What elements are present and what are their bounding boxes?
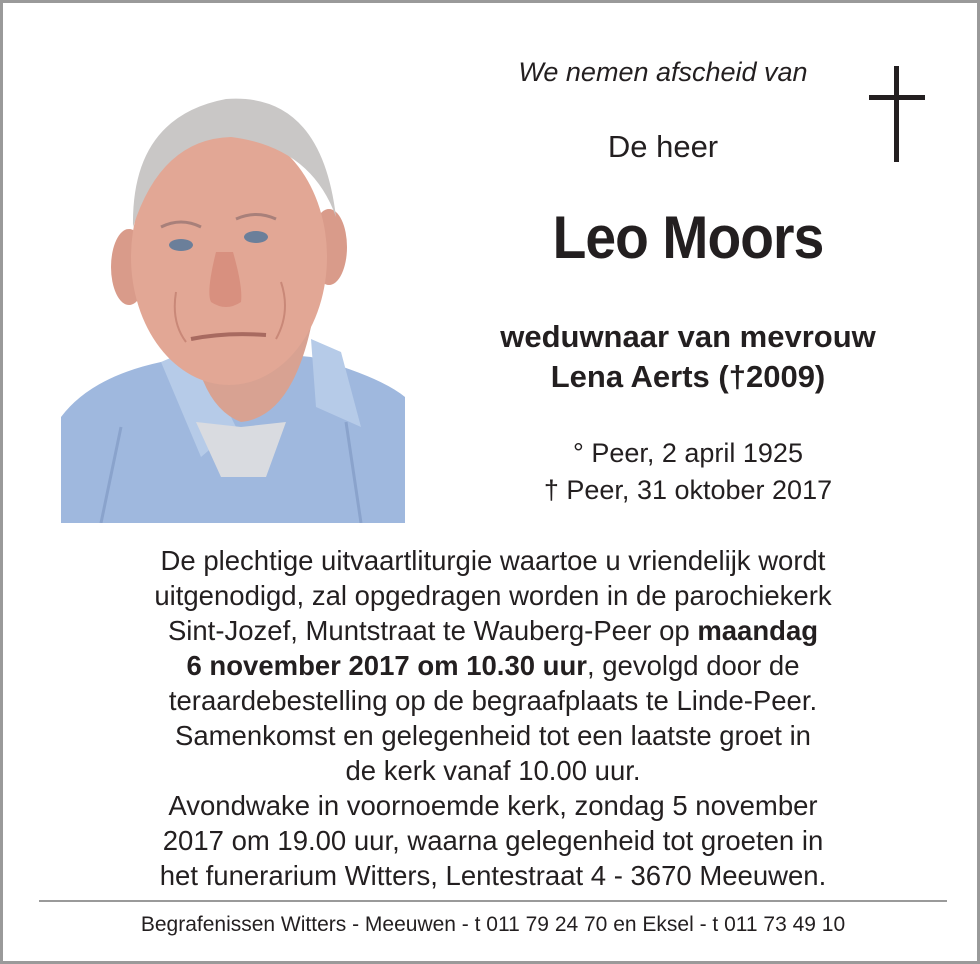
death-date: † Peer, 31 oktober 2017 [543, 475, 833, 505]
birth-date: ° Peer, 2 april 1925 [573, 438, 803, 468]
portrait-photo [61, 77, 405, 523]
portrait-illustration [61, 77, 405, 523]
ceremony-day-bold: maandag [697, 615, 819, 646]
ceremony-datetime-bold: 6 november 2017 om 10.30 uur [186, 650, 587, 681]
ceremony-line: 2017 om 19.00 uur, waarna gelegenheid tot groeten in [162, 825, 824, 856]
footer-divider [39, 900, 947, 902]
honorific: De heer [607, 129, 719, 164]
life-dates [443, 435, 933, 509]
widower-info [443, 317, 933, 397]
funeral-home-footer: Begrafenissen Witters - Meeuwen - t 011 79 24 70 en Eksel - t 011 73 49 10 [140, 913, 846, 936]
widower-line-2: Lena Aerts (†2009) [550, 359, 826, 394]
cross-icon [869, 66, 925, 162]
deceased-name: Leo Moors [552, 204, 824, 271]
ceremony-line-text: , gevolgd door de [586, 650, 800, 681]
ceremony-line [43, 613, 943, 648]
ceremony-line: De plechtige uitvaartliturgie waartoe u vriendelijk wordt [160, 545, 826, 576]
ceremony-line: de kerk vanaf 10.00 uur. [345, 755, 641, 786]
ceremony-text [43, 543, 943, 893]
ceremony-line-text: Sint-Jozef, Muntstraat te Wauberg-Peer op [167, 615, 698, 646]
ceremony-line: het funerarium Witters, Lentestraat 4 - 3670 Meeuwen. [159, 860, 827, 891]
intro-text: We nemen afscheid van [518, 57, 808, 87]
ceremony-line: Samenkomst en gelegenheid tot een laatste groet in [175, 720, 811, 751]
ceremony-line: Avondwake in voornoemde kerk, zondag 5 november [168, 790, 818, 821]
ceremony-line: uitgenodigd, zal opgedragen worden in de parochiekerk [154, 580, 832, 611]
ceremony-line [43, 648, 943, 683]
ceremony-line: teraardebestelling op de begraafplaats te Linde-Peer. [168, 685, 818, 716]
widower-line-1: weduwnaar van mevrouw [500, 319, 876, 354]
